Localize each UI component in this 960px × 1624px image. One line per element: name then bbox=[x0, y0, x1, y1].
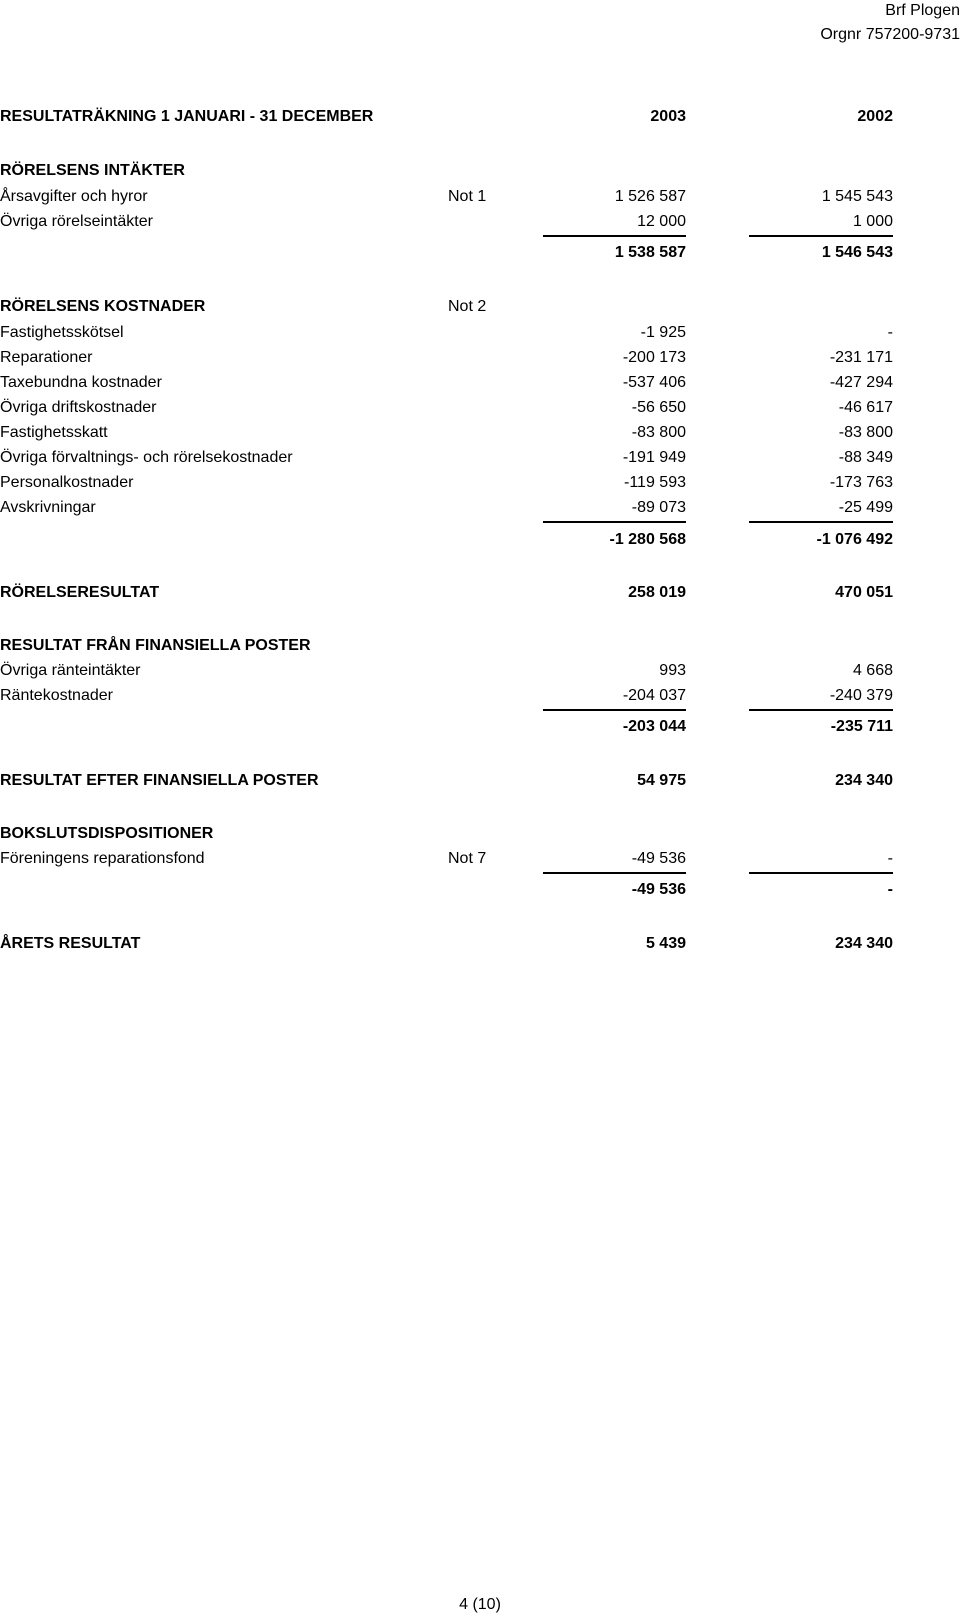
line-label: Fastighetsskatt bbox=[0, 424, 108, 441]
sum-underline bbox=[749, 872, 893, 874]
value-current: -49 536 bbox=[631, 850, 686, 867]
subtotal-previous: -235 711 bbox=[830, 718, 893, 735]
subtotal-current: -203 044 bbox=[622, 718, 686, 735]
statement-title: RESULTATRÄKNING 1 JANUARI - 31 DECEMBER bbox=[0, 108, 374, 125]
line-item bbox=[0, 211, 960, 233]
value-previous: -173 763 bbox=[829, 474, 893, 491]
value-previous: -231 171 bbox=[829, 349, 893, 366]
operating-costs-heading: RÖRELSENS KOSTNADER bbox=[0, 298, 206, 315]
line-label: Föreningens reparationsfond bbox=[0, 850, 205, 867]
line-label: Övriga driftskostnader bbox=[0, 399, 157, 416]
sum-underline bbox=[543, 872, 686, 874]
subtotal-current: -1 280 568 bbox=[609, 531, 686, 548]
value-current: -56 650 bbox=[631, 399, 686, 416]
value-current: 1 526 587 bbox=[614, 188, 686, 205]
result-label: RÖRELSERESULTAT bbox=[0, 584, 160, 601]
line-label: Årsavgifter och hyror bbox=[0, 188, 148, 205]
value-previous: - bbox=[887, 324, 893, 341]
line-item bbox=[0, 322, 960, 344]
line-item bbox=[0, 397, 960, 419]
sum-underline bbox=[543, 235, 686, 237]
sum-underline bbox=[543, 521, 686, 523]
value-current: -191 949 bbox=[622, 449, 686, 466]
note-ref: Not 1 bbox=[448, 188, 487, 205]
year-current: 2003 bbox=[650, 108, 686, 125]
value-current: -200 173 bbox=[622, 349, 686, 366]
subtotal-row bbox=[0, 529, 960, 551]
value-previous: -240 379 bbox=[829, 687, 893, 704]
value-previous: -88 349 bbox=[838, 449, 893, 466]
line-item bbox=[0, 447, 960, 469]
sum-underline bbox=[749, 235, 893, 237]
result-label: ÅRETS RESULTAT bbox=[0, 935, 141, 952]
statement-title-row bbox=[0, 106, 960, 128]
value-previous: 4 668 bbox=[852, 662, 893, 679]
sum-underline bbox=[543, 709, 686, 711]
line-label: Taxebundna kostnader bbox=[0, 374, 162, 391]
value-current: -1 925 bbox=[640, 324, 686, 341]
financial-items-heading: RESULTAT FRÅN FINANSIELLA POSTER bbox=[0, 637, 311, 654]
note-ref: Not 2 bbox=[448, 298, 487, 315]
value-current: 993 bbox=[659, 662, 686, 679]
subtotal-row bbox=[0, 879, 960, 901]
value-previous: 1 545 543 bbox=[821, 188, 893, 205]
section-heading bbox=[0, 823, 960, 845]
line-label: Övriga rörelseintäkter bbox=[0, 213, 153, 230]
subtotal-previous: - bbox=[887, 881, 893, 898]
sum-underline bbox=[749, 709, 893, 711]
note-ref: Not 7 bbox=[448, 850, 487, 867]
value-previous: 1 000 bbox=[852, 213, 893, 230]
operating-income-heading: RÖRELSENS INTÄKTER bbox=[0, 162, 185, 179]
year-result-row bbox=[0, 933, 960, 955]
value-current: 54 975 bbox=[637, 772, 686, 789]
value-current: 258 019 bbox=[628, 584, 686, 601]
org-number: Orgnr 757200-9731 bbox=[820, 26, 960, 43]
value-previous: 234 340 bbox=[835, 772, 893, 789]
value-previous: - bbox=[887, 850, 893, 867]
line-label: Personalkostnader bbox=[0, 474, 134, 491]
value-current: 12 000 bbox=[637, 213, 686, 230]
appropriations-heading: BOKSLUTSDISPOSITIONER bbox=[0, 825, 214, 842]
line-label: Reparationer bbox=[0, 349, 93, 366]
subtotal-row bbox=[0, 242, 960, 264]
subtotal-previous: -1 076 492 bbox=[816, 531, 893, 548]
section-heading bbox=[0, 160, 960, 182]
line-item bbox=[0, 422, 960, 444]
line-item bbox=[0, 685, 960, 707]
value-current: -537 406 bbox=[622, 374, 686, 391]
section-heading bbox=[0, 635, 960, 657]
line-item bbox=[0, 848, 960, 870]
year-previous: 2002 bbox=[857, 108, 893, 125]
line-item bbox=[0, 347, 960, 369]
line-label: Räntekostnader bbox=[0, 687, 113, 704]
value-current: -204 037 bbox=[622, 687, 686, 704]
result-row bbox=[0, 770, 960, 792]
value-previous: -427 294 bbox=[829, 374, 893, 391]
value-previous: 470 051 bbox=[835, 584, 893, 601]
result-row bbox=[0, 582, 960, 604]
line-label: Övriga förvaltnings- och rörelsekostnader bbox=[0, 449, 293, 466]
value-previous: 234 340 bbox=[835, 935, 893, 952]
value-current: 5 439 bbox=[645, 935, 686, 952]
line-label: Fastighetsskötsel bbox=[0, 324, 124, 341]
line-item bbox=[0, 660, 960, 682]
value-current: -89 073 bbox=[631, 499, 686, 516]
sum-underline bbox=[749, 521, 893, 523]
line-item bbox=[0, 186, 960, 208]
line-label: Övriga ränteintäkter bbox=[0, 662, 141, 679]
line-item bbox=[0, 497, 960, 519]
value-previous: -83 800 bbox=[838, 424, 893, 441]
subtotal-current: 1 538 587 bbox=[614, 244, 686, 261]
value-current: -119 593 bbox=[624, 474, 686, 491]
line-label: Avskrivningar bbox=[0, 499, 96, 516]
value-previous: -25 499 bbox=[838, 499, 893, 516]
value-previous: -46 617 bbox=[838, 399, 893, 416]
page-number: 4 (10) bbox=[459, 1596, 501, 1613]
value-current: -83 800 bbox=[631, 424, 686, 441]
result-label: RESULTAT EFTER FINANSIELLA POSTER bbox=[0, 772, 319, 789]
subtotal-current: -49 536 bbox=[631, 881, 686, 898]
subtotal-previous: 1 546 543 bbox=[821, 244, 893, 261]
line-item bbox=[0, 372, 960, 394]
subtotal-row bbox=[0, 716, 960, 738]
org-name: Brf Plogen bbox=[885, 2, 960, 19]
line-item bbox=[0, 472, 960, 494]
section-heading bbox=[0, 296, 960, 318]
